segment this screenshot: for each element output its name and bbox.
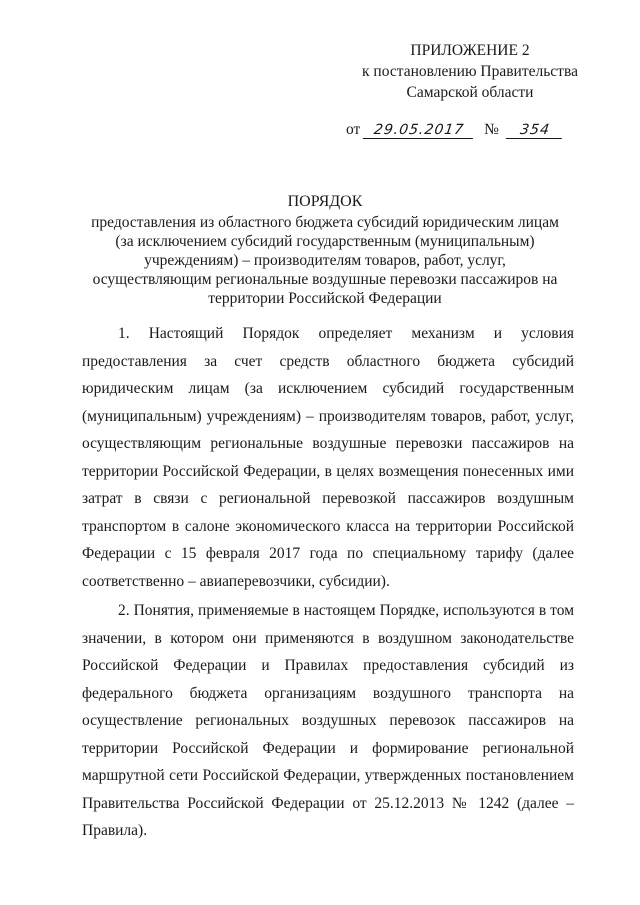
title-heading: ПОРЯДОК bbox=[287, 193, 363, 210]
appendix-line-2: к постановлению Правительства bbox=[362, 63, 578, 80]
date-number-line bbox=[346, 120, 563, 140]
appendix-line-3: Самарской области bbox=[406, 84, 534, 101]
document-title bbox=[90, 192, 560, 308]
paragraph-1: 1. Настоящий Порядок определяет механизм и условия предоставления за счет средств областного бюджета субсидий юридическим лицам (за исключением субсидий государственным (муниципальным) учреждениям) – производителям товаров, работ, услуг, осуществляющим региональные воздушные перевозки пассажиров на территории Российской Федерации, в целях возмещения понесенных ими затрат в связи с региональной перевозкой пассажиров воздушным транспортом в салоне экономического класса на территории Российской Федерации с 15 февраля 2017 года по специальному тарифу (далее соответственно – авиаперевозчики, субсидии). bbox=[82, 325, 574, 590]
handwritten-number: 354 bbox=[506, 122, 564, 139]
number-sign: № bbox=[484, 121, 499, 138]
appendix-header bbox=[320, 40, 620, 103]
appendix-title: ПРИЛОЖЕНИЕ 2 bbox=[410, 42, 530, 59]
date-prefix: от bbox=[346, 121, 361, 138]
handwritten-date: 29.05.2017 bbox=[363, 122, 475, 139]
title-subtitle: предоставления из областного бюджета субсидий юридическим лицам (за исключением субсидий государственным (муниципальным) учреждениям) – производителям товаров, работ, услуг, осуществляющим региональные воздушные перевозки пассажиров на территории Российской Федерации bbox=[91, 214, 559, 307]
document-body bbox=[82, 320, 574, 845]
paragraph-2: 2. Понятия, применяемые в настоящем Порядке, используются в том значении, в котором они применяются в воздушном законодательстве Российской Федерации и Правилах предоставления субсидий из федерального бюджета организациям воздушного транспорта на осуществление региональных воздушных перевозок пассажиров на территории Российской Федерации и формирование региональной маршрутной сети Российской Федерации, утвержденных постановлением Правительства Российской Федерации от 25.12.2013 № 1242 (далее – Правила). bbox=[82, 602, 574, 839]
